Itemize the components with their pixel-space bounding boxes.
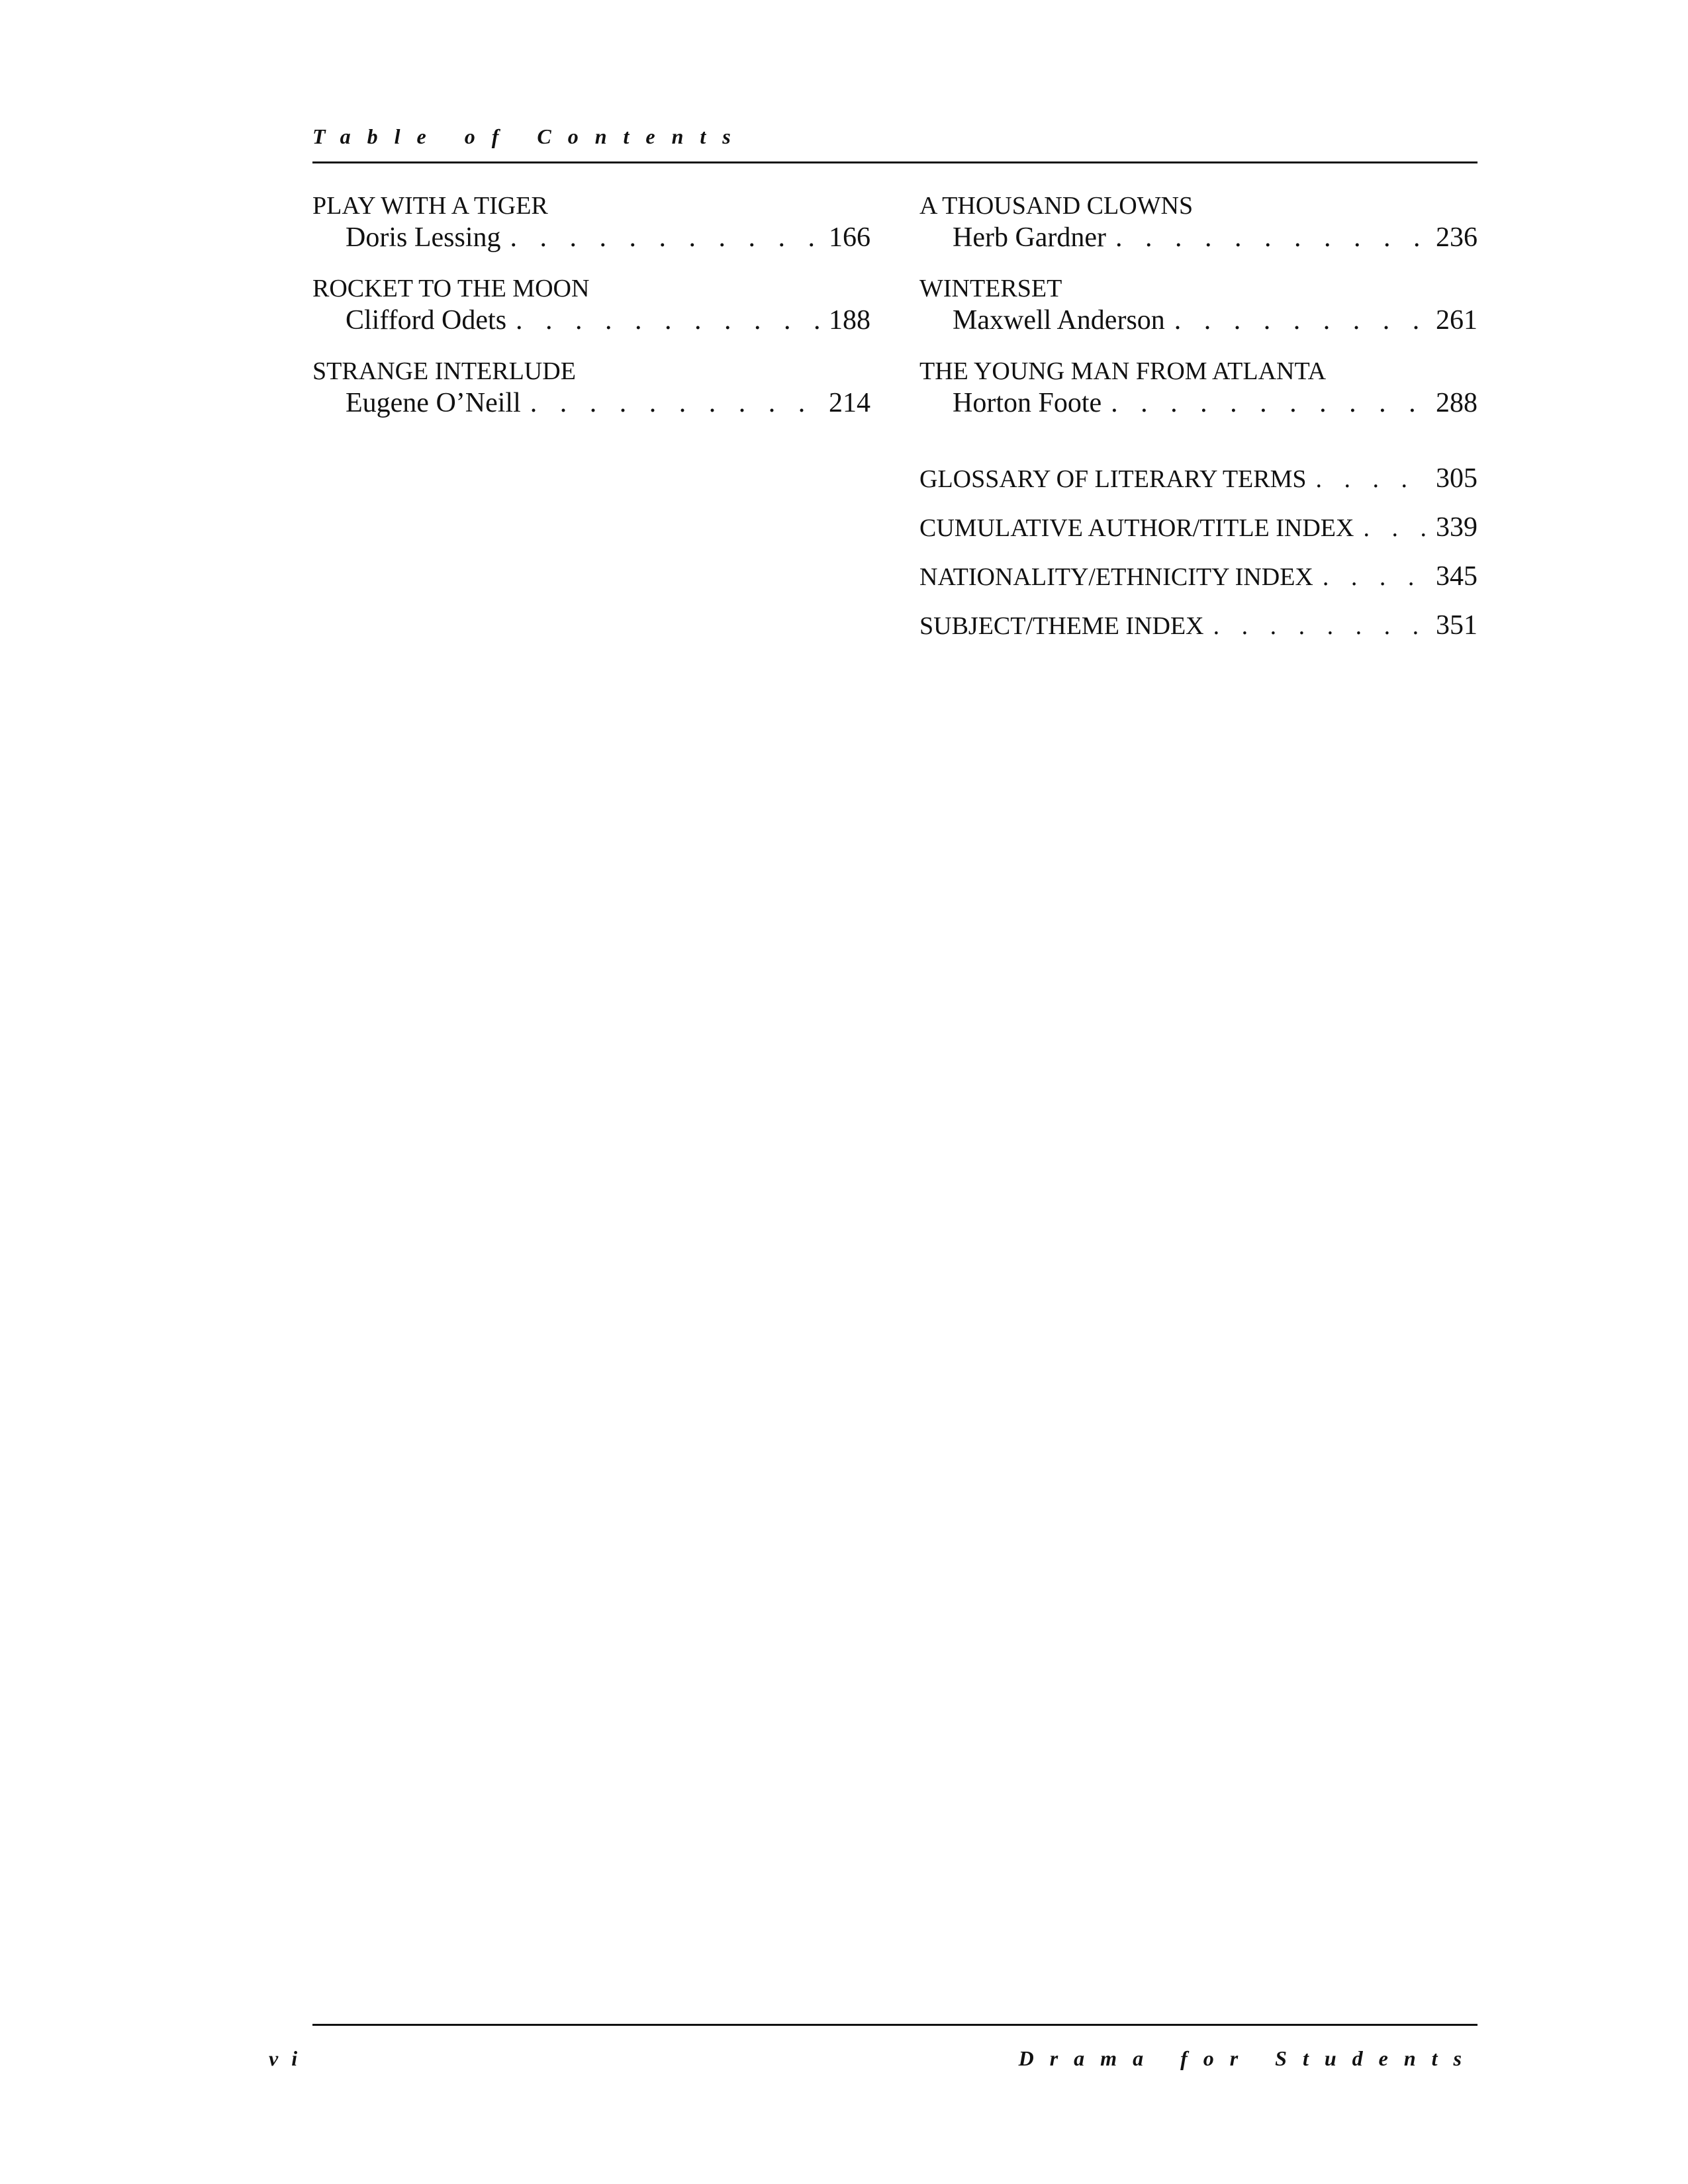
entry-title: PLAY WITH A TIGER — [312, 192, 548, 220]
entry-title: WINTERSET — [919, 275, 1062, 302]
toc-right-column — [919, 191, 1477, 659]
entry-page: 214 — [829, 388, 870, 418]
entry-author: Eugene O’Neill — [346, 388, 521, 418]
dot-leader — [1204, 612, 1431, 641]
toc-left-column — [312, 191, 870, 439]
entry-author: Maxwell Anderson — [953, 305, 1165, 336]
entry-title: THE YOUNG MAN FROM ATLANTA — [919, 357, 1327, 385]
entry-title: ROCKET TO THE MOON — [312, 275, 590, 302]
dot-leader — [1102, 387, 1431, 420]
index-page: 351 — [1436, 610, 1477, 641]
toc-entry[interactable] — [312, 273, 870, 356]
index-label: SUBJECT/THEME INDEX — [919, 612, 1204, 640]
index-entry[interactable] — [919, 512, 1477, 561]
dot-leader — [506, 304, 824, 337]
toc-entry[interactable] — [312, 191, 870, 273]
footer-book-title: Drama for Students — [1018, 2046, 1477, 2070]
running-header: Table of Contents — [312, 124, 747, 148]
entry-title: STRANGE INTERLUDE — [312, 357, 576, 385]
dot-leader — [1307, 465, 1431, 494]
header-rule — [312, 161, 1477, 163]
toc-entry[interactable] — [919, 356, 1477, 439]
entry-page: 188 — [829, 305, 870, 336]
index-entry[interactable] — [919, 463, 1477, 512]
entry-title: A THOUSAND CLOWNS — [919, 192, 1194, 220]
index-entry[interactable] — [919, 610, 1477, 659]
toc-entry[interactable] — [919, 191, 1477, 273]
index-page: 305 — [1436, 463, 1477, 494]
dot-leader — [1106, 221, 1431, 254]
entry-author: Herb Gardner — [953, 222, 1107, 253]
index-label: NATIONALITY/ETHNICITY INDEX — [919, 563, 1313, 591]
footer-rule — [312, 2024, 1477, 2026]
index-label: GLOSSARY OF LITERARY TERMS — [919, 465, 1307, 493]
entry-page: 288 — [1436, 388, 1477, 418]
entry-page: 166 — [829, 222, 870, 253]
index-page: 339 — [1436, 512, 1477, 543]
dot-leader — [521, 387, 824, 420]
dot-leader — [1354, 514, 1431, 543]
dot-leader — [501, 221, 825, 254]
index-list — [919, 463, 1477, 659]
dot-leader — [1165, 304, 1431, 337]
dot-leader — [1313, 563, 1431, 592]
entry-author: Doris Lessing — [346, 222, 501, 253]
entry-author: Horton Foote — [953, 388, 1102, 418]
footer-page-number: vi — [269, 2046, 311, 2070]
index-label: CUMULATIVE AUTHOR/TITLE INDEX — [919, 514, 1354, 542]
entry-author: Clifford Odets — [346, 305, 507, 336]
index-page: 345 — [1436, 561, 1477, 592]
entry-page: 236 — [1436, 222, 1477, 253]
toc-entry[interactable] — [919, 273, 1477, 356]
entry-page: 261 — [1436, 305, 1477, 336]
index-entry[interactable] — [919, 561, 1477, 610]
toc-entry[interactable] — [312, 356, 870, 439]
